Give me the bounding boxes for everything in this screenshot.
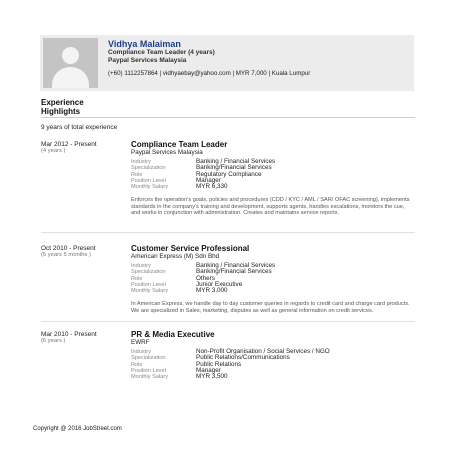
detail-value: MYR 3,500 [196, 373, 228, 381]
detail-value: Regulatory Compliance [196, 170, 262, 178]
detail-value: Banking/Financial Services [196, 268, 272, 276]
job-description: In American Express, we handle day to day customer queries in regards to credit card and charge card products. We are specialized in Sales, marketing, disputes as well as general information on credit services. [131, 301, 410, 314]
job-description: Enforces the operation's goals, policies and procedures (CDD / KYC / AML / SAR/ OFAC screening), implements standards in the company's training and development, supports agents, handles escalations, monitors the cue, and works in conjunction with administration. Creates and maintains service reports. [131, 197, 410, 217]
job-company: American Express (M) Sdn Bhd [131, 253, 220, 260]
job-date: Oct 2010 - Present [41, 245, 96, 252]
job-date: Mar 2012 - Present [41, 141, 97, 148]
job-duration: (4 years ) [41, 148, 66, 154]
detail-value: MYR 3,000 [196, 287, 228, 295]
detail-label: Position Level [131, 281, 166, 288]
detail-value: Public Relations/Communications [196, 354, 290, 362]
detail-value: Manager [196, 176, 221, 184]
detail-value: Non-Profit Organisation / Social Services / NGO [196, 348, 330, 355]
detail-value: MYR 6,330 [196, 183, 228, 191]
detail-label: Specialization [131, 165, 166, 172]
job-duration: (6 years ) [41, 338, 66, 344]
detail-value: Others [196, 274, 215, 282]
detail-label: Monthly Salary [131, 374, 168, 381]
detail-label: Industry [131, 263, 151, 269]
job-company: EWRF [131, 339, 150, 346]
candidate-headline: Compliance Team Leader (4 years) [108, 49, 215, 56]
detail-label: Position Level [131, 177, 166, 184]
detail-label: Monthly Salary [131, 288, 168, 295]
job-title: Compliance Team Leader [131, 140, 228, 149]
avatar-placeholder-icon [43, 38, 98, 88]
detail-value: Banking / Financial Services [196, 262, 276, 269]
detail-value: Junior Executive [196, 280, 243, 288]
detail-label: Industry [131, 349, 151, 355]
candidate-company: Paypal Services Malaysia [108, 57, 187, 64]
detail-label: Specialization [131, 269, 166, 276]
section-divider [41, 117, 415, 118]
job-title: PR & Media Executive [131, 330, 215, 339]
job-divider [41, 321, 415, 322]
job-duration: (5 years 5 months ) [41, 252, 91, 258]
job-date: Mar 2010 - Present [41, 331, 97, 338]
job-divider [41, 232, 415, 233]
section-title: Experience Highlights [41, 98, 84, 116]
job-company: Paypal Services Malaysia [131, 149, 203, 156]
detail-value: Manager [196, 366, 221, 374]
total-experience: 9 years of total experience [41, 124, 118, 131]
detail-label: Monthly Salary [131, 184, 168, 191]
detail-label: Position Level [131, 367, 166, 374]
detail-value: Banking / Financial Services [196, 158, 276, 165]
candidate-name: Vidhya Malaiman [108, 39, 181, 49]
detail-label: Specialization [131, 355, 166, 362]
copyright-footer: Copyright @ 2016 JobStreet.com [33, 426, 122, 432]
detail-label: Role [131, 275, 143, 282]
detail-value: Banking/Financial Services [196, 164, 272, 172]
job-title: Customer Service Professional [131, 244, 250, 253]
detail-label: Role [131, 361, 143, 368]
contact-line: (+60) 1112257864 | vidhyaebay@yahoo.com | MYR 7,000 | Kuala Lumpur [108, 70, 311, 77]
detail-value: Public Relations [196, 360, 242, 368]
detail-label: Role [131, 171, 143, 178]
detail-label: Industry [131, 159, 151, 165]
